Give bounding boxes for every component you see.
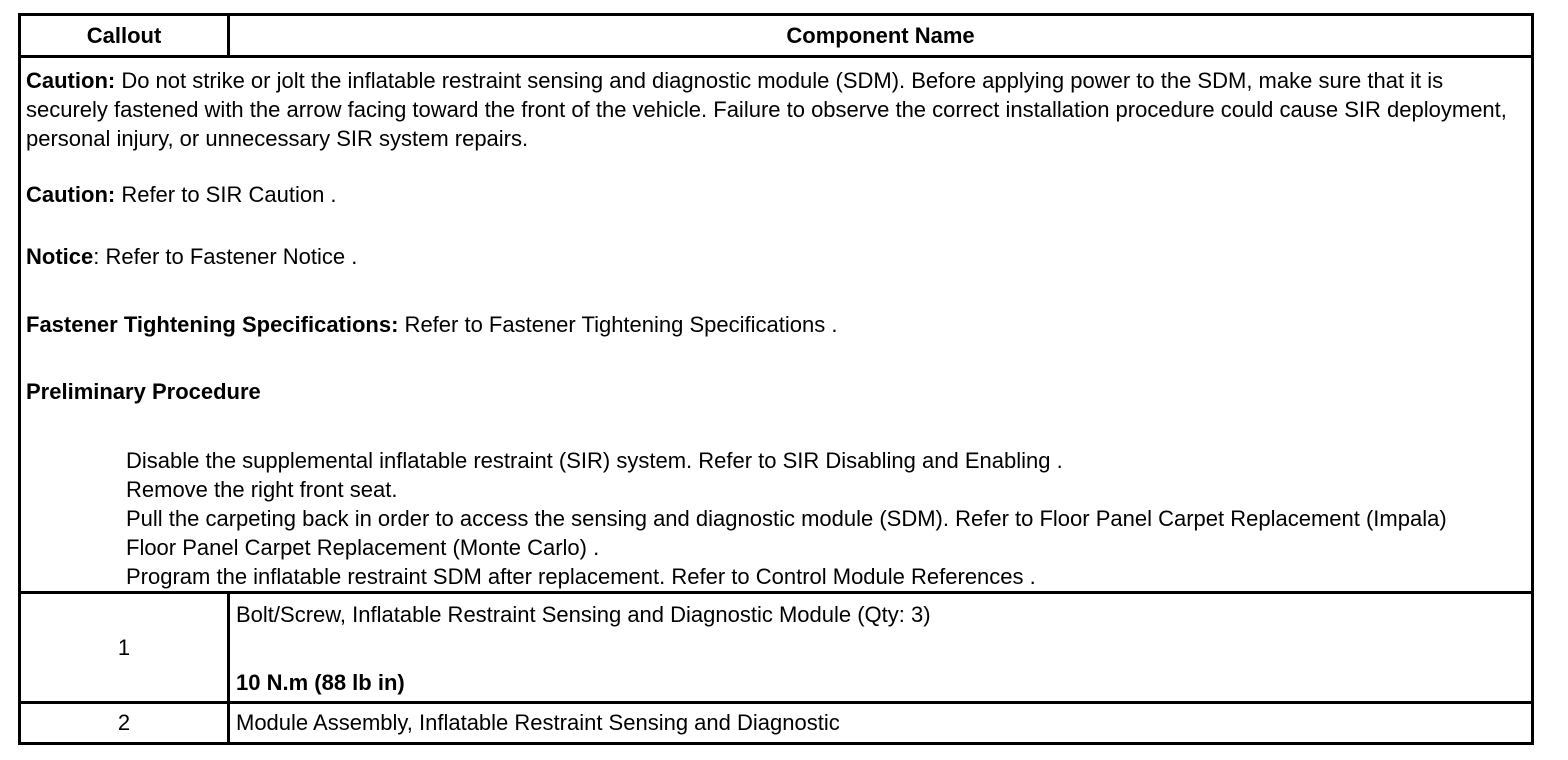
table-header bbox=[21, 16, 1531, 58]
procedure-step: Program the inflatable restraint SDM after replacement. Refer to Control Module References . bbox=[126, 564, 1036, 589]
preliminary-procedure-steps bbox=[126, 446, 1501, 591]
notice-label: Notice bbox=[26, 244, 94, 269]
procedure-step: Remove the right front seat. bbox=[126, 477, 398, 502]
notes-section bbox=[21, 58, 1531, 594]
fastener-spec-label: Fastener Tightening Specifications: bbox=[26, 312, 399, 337]
procedure-step: Disable the supplemental inflatable restraint (SIR) system. Refer to SIR Disabling and Enabling . bbox=[126, 448, 1063, 473]
component-name-column-header: Component Name bbox=[786, 22, 975, 48]
fastener-spec-note bbox=[26, 310, 1527, 339]
callout-number: 2 bbox=[21, 704, 230, 742]
fastener-spec-text: Refer to Fastener Tightening Specifications . bbox=[398, 312, 838, 337]
callout-number: 1 bbox=[21, 594, 230, 701]
torque-spec: 10 N.m (88 lb in) bbox=[236, 670, 405, 695]
component-name: Bolt/Screw, Inflatable Restraint Sensing and Diagnostic Module (Qty: 3) bbox=[236, 602, 931, 627]
component-name: Module Assembly, Inflatable Restraint Sensing and Diagnostic bbox=[236, 710, 840, 735]
preliminary-procedure-title: Preliminary Procedure bbox=[26, 379, 261, 404]
callout-column-header: Callout bbox=[21, 16, 230, 55]
procedure-step: Pull the carpeting back in order to access the sensing and diagnostic module (SDM). Refer to Floor Panel Carpet Replacement (Impala) Floor Panel Carpet Replacement (Monte Carlo) . bbox=[126, 506, 1447, 560]
notice-note bbox=[26, 242, 1527, 271]
caution-note-sir bbox=[26, 180, 1527, 209]
component-table bbox=[18, 13, 1534, 745]
caution-text: Refer to SIR Caution . bbox=[115, 182, 337, 207]
component-name-cell bbox=[230, 594, 1531, 701]
caution-text: Do not strike or jolt the inflatable restraint sensing and diagnostic module (SDM). Before applying power to the SDM, make sure that it is securely fastened with the arrow facing toward the front of the vehicle. Failure to observe the correct installation procedure could cause SIR deployment, personal injury, or unnecessary SIR system repairs. bbox=[26, 68, 1507, 151]
notice-text: : Refer to Fastener Notice . bbox=[93, 244, 358, 269]
caution-label: Caution: bbox=[26, 68, 116, 93]
table-row bbox=[21, 594, 1531, 704]
table-row bbox=[21, 704, 1531, 742]
caution-label: Caution: bbox=[26, 182, 116, 207]
caution-note-sdm bbox=[26, 66, 1527, 153]
